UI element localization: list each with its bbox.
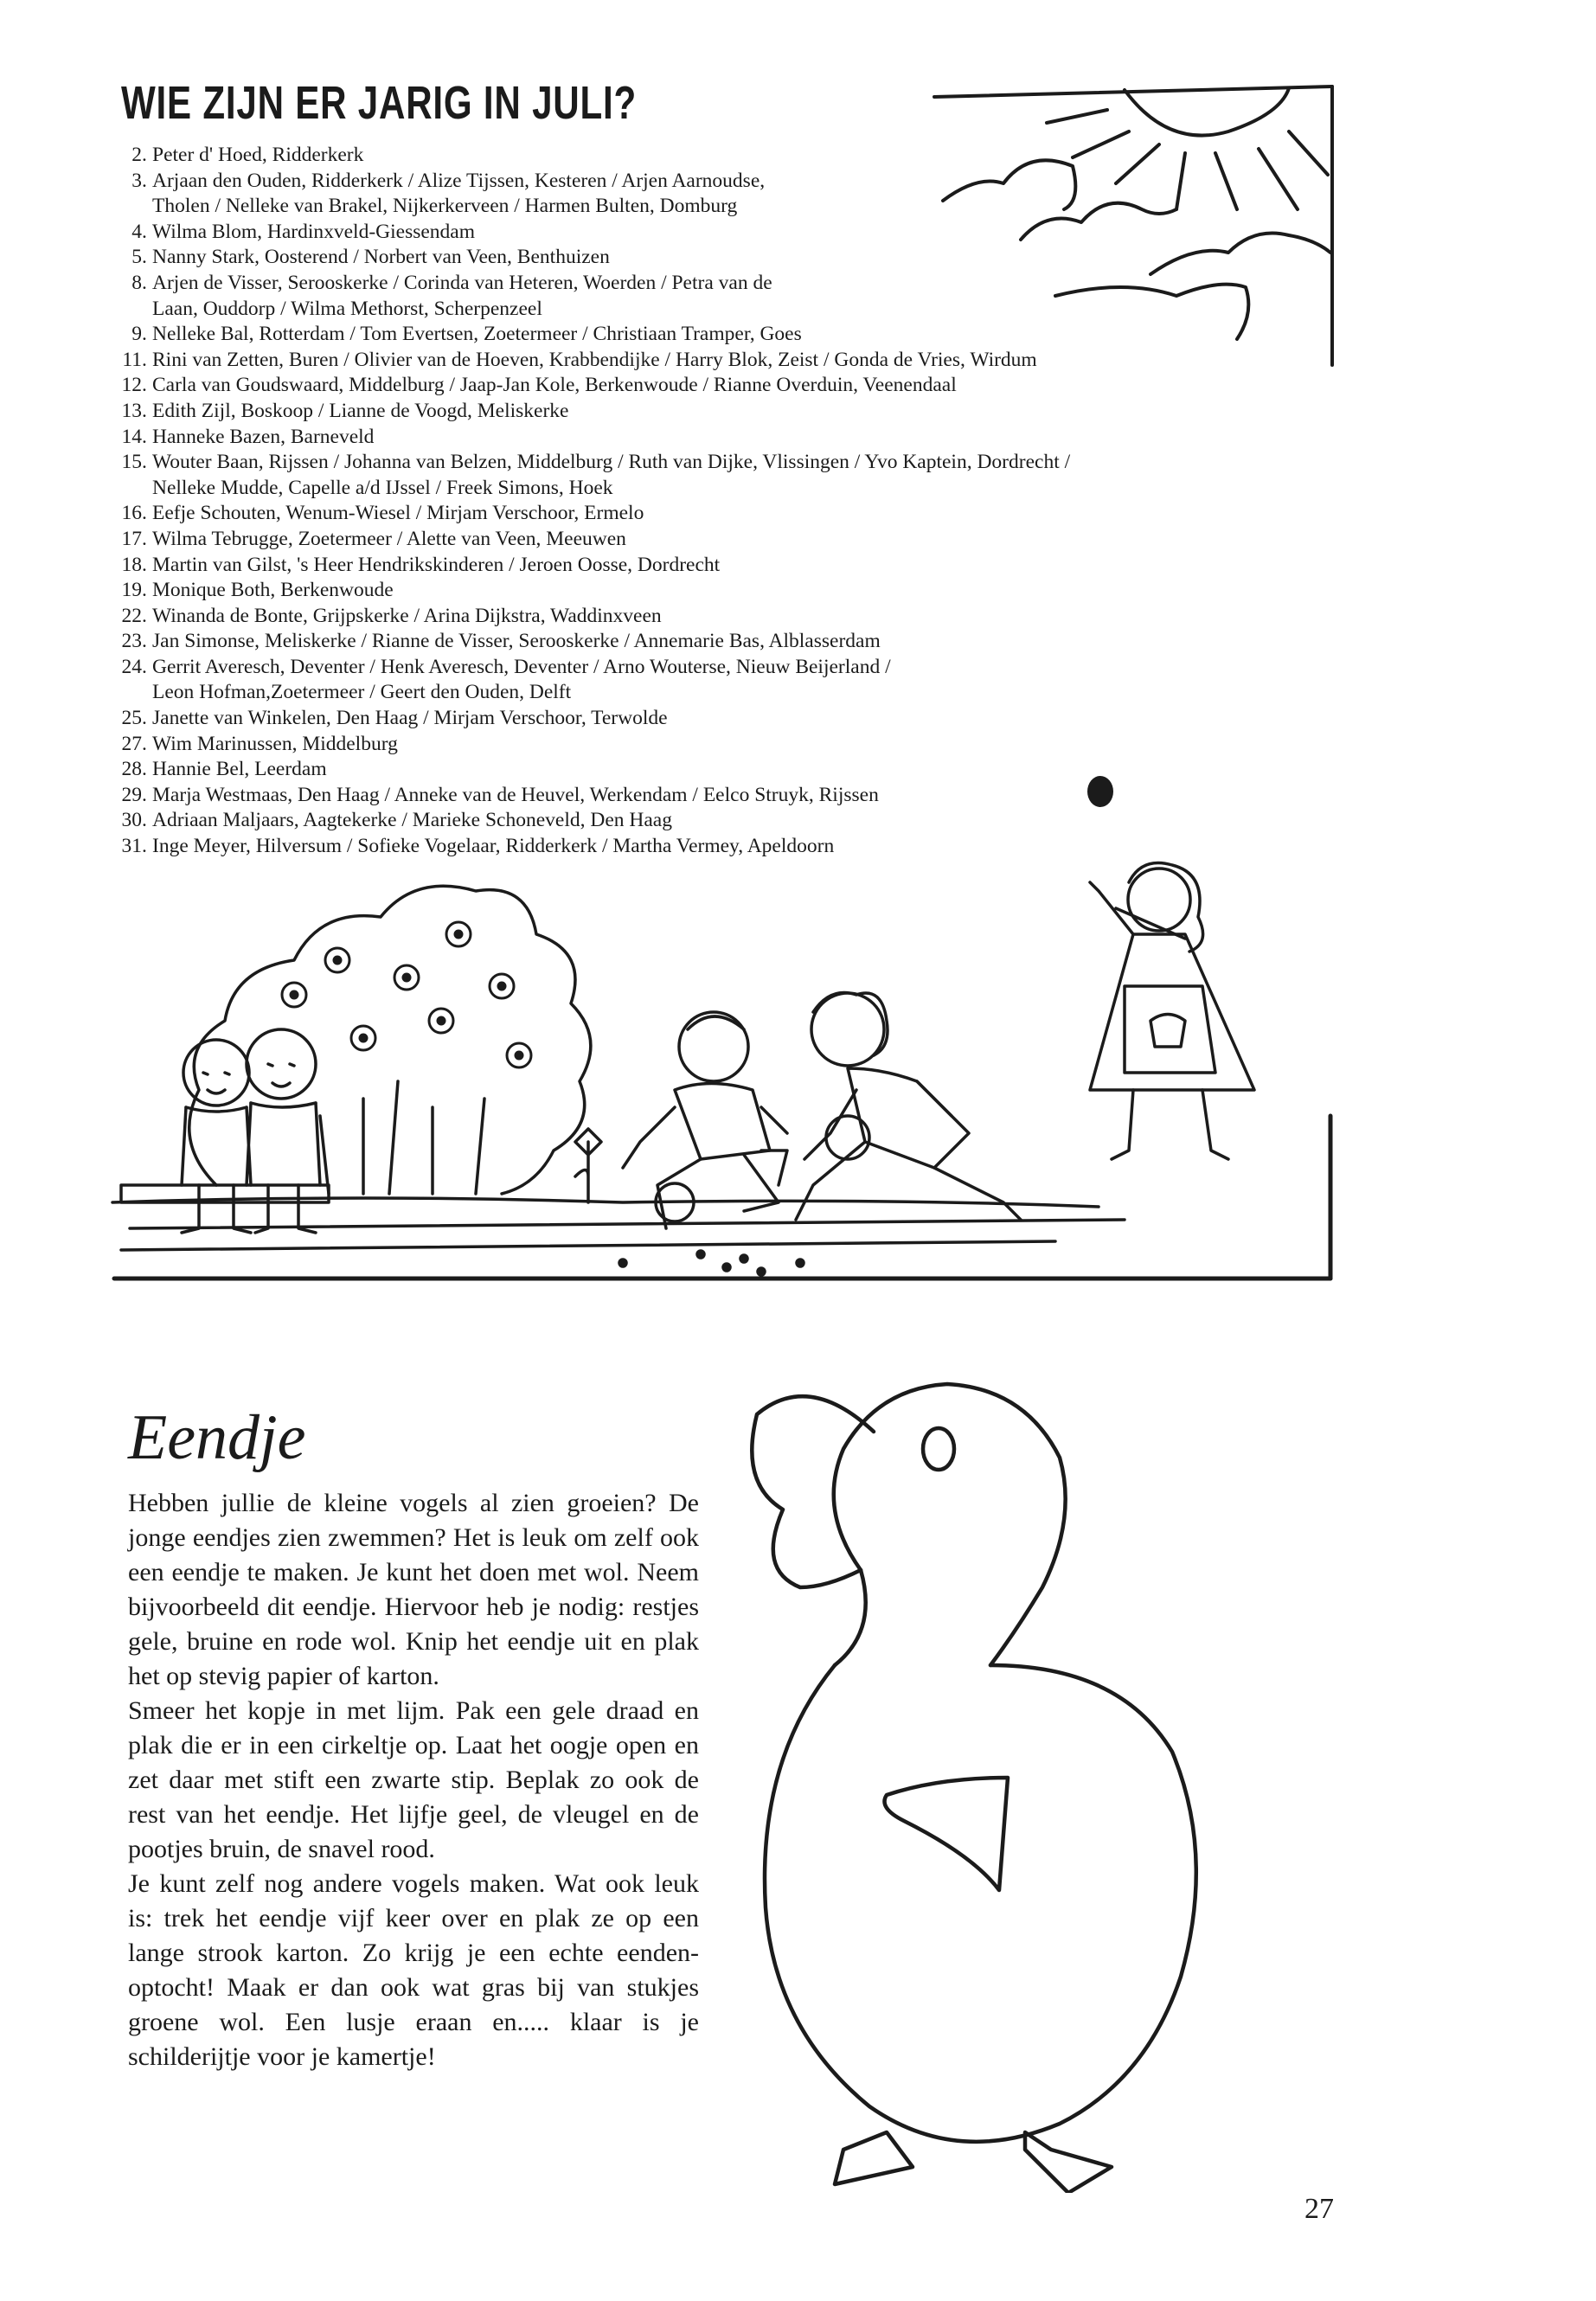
eendje-paragraph: Je kunt zelf nog andere vogels maken. Wat ook leuk is: trek het eendje vijf keer over en plak ze op een lange strook karton. Zo krijg je een echte eenden-optocht! Maak er dan ook wat gras bij van stukjes groene wol. Een lusje eraan en..... klaar is je schilderijtje voor je kamertje! [128, 1869, 699, 2071]
birthday-day: 24 [121, 655, 142, 678]
birthday-day: 2 [131, 144, 142, 166]
birthday-entry: 31 . Inge Meyer, Hilversum / Sofieke Vogelaar, Ridderkerk / Martha Vermey, Apeldoorn [114, 834, 1343, 860]
birthday-entry: 22 . Winanda de Bonte, Grijpskerke / Arina Dijkstra, Waddinxveen [114, 604, 1343, 630]
birthday-names: Hannie Bel, Leerdam [152, 758, 327, 781]
birthday-day: 15 [121, 451, 142, 474]
birthday-names: Janette van Winkelen, Den Haag / Mirjam Verschoor, Terwolde [152, 707, 668, 730]
birthday-day: 31 [121, 835, 142, 858]
birthday-entry: 27 . Wim Marinussen, Middelburg [114, 732, 1343, 758]
birthday-names: Wim Marinussen, Middelburg [152, 732, 398, 755]
birthday-entry: 19 . Monique Both, Berkenwoude [114, 578, 1343, 604]
birthday-entry: 30 . Adriaan Maljaars, Aagtekerke / Marieke Schoneveld, Den Haag [114, 808, 1343, 834]
birthday-entry [114, 680, 1343, 706]
birthday-names: Inge Meyer, Hilversum / Sofieke Vogelaar, Ridderkerk / Martha Vermey, Apeldoorn [152, 835, 835, 858]
birthday-day [114, 297, 142, 323]
eendje-paragraph: Smeer het kopje in met lijm. Pak een gele draad en plak die er in een cirkeltje op. Laat het oogje open en zet daar met stift een zwarte stip. Beplak zo ook de rest van het eendje. Het lijfje geel, de vleugel en de pootjes bruin, de snavel rood. [128, 1696, 699, 1863]
birthday-names: Leon Hofman,Zoetermeer / Geert den Ouden, Delft [152, 681, 572, 704]
birthday-entry: 11 . Rini van Zetten, Buren / Olivier van de Hoeven, Krabbendijke / Harry Blok, Zeist / Gonda de Vries, Wirdum [114, 348, 1343, 374]
birthday-entry: 4 . Wilma Blom, Hardinxveld-Giessendam [114, 220, 1343, 246]
birthday-names: Hanneke Bazen, Barneveld [152, 425, 375, 448]
birthday-entry: 8 . Arjen de Visser, Serooskerke / Corinda van Heteren, Woerden / Petra van de [114, 271, 1343, 297]
birthday-names: Nanny Stark, Oosterend / Norbert van Veen, Benthuizen [152, 246, 610, 269]
children-playing-illustration [104, 856, 1349, 1298]
birthday-names: Wilma Tebrugge, Zoetermeer / Alette van Veen, Meeuwen [152, 527, 626, 550]
birthday-day [114, 476, 142, 502]
birthday-entry: 24 . Gerrit Averesch, Deventer / Henk Averesch, Deventer / Arno Wouterse, Nieuw Beijerland / [114, 655, 1343, 681]
birthday-names: Peter d' Hoed, Ridderkerk [152, 144, 364, 166]
birthday-day: 25 [121, 707, 142, 730]
birthday-names: Edith Zijl, Boskoop / Lianne de Voogd, Meliskerke [152, 399, 569, 422]
birthday-entry: 18 . Martin van Gilst, 's Heer Hendrikskinderen / Jeroen Oosse, Dordrecht [114, 553, 1343, 579]
sun-illustration [917, 80, 1349, 374]
birthday-entry: 28 . Hannie Bel, Leerdam [114, 757, 1343, 783]
birthday-day: 4 [131, 220, 142, 243]
birthday-day: 3 [131, 169, 142, 192]
birthday-names: Rini van Zetten, Buren / Olivier van de Hoeven, Krabbendijke / Harry Blok, Zeist / Gonda de Vries, Wirdum [152, 348, 1037, 371]
eendje-paragraph: Hebben jullie de kleine vogels al zien groeien? De jonge eendjes zien zwemmen? Het is leuk om zelf ook een eendje te maken. Je kunt het doen met wol. Neem bijvoorbeeld dit eendje. Hiervoor heb je nodig: restjes gele, bruine en rode wol. Knip het eendje uit en plak het op stevig papier of karton. [128, 1489, 699, 1690]
birthday-day: 18 [121, 553, 142, 576]
birthday-day: 17 [121, 527, 142, 550]
duck-drawing [731, 1371, 1336, 2193]
ball-icon [1081, 770, 1119, 813]
birthday-names: Eefje Schouten, Wenum-Wiesel / Mirjam Verschoor, Ermelo [152, 502, 644, 525]
birthday-day: 12 [121, 374, 142, 397]
birthday-names: Winanda de Bonte, Grijpskerke / Arina Dijkstra, Waddinxveen [152, 604, 662, 627]
birthday-entry: 13 . Edith Zijl, Boskoop / Lianne de Voogd, Meliskerke [114, 399, 1343, 425]
birthday-day: 16 [121, 502, 142, 525]
birthday-names: Adriaan Maljaars, Aagtekerke / Marieke Schoneveld, Den Haag [152, 809, 672, 832]
birthday-names: Gerrit Averesch, Deventer / Henk Averesch, Deventer / Arno Wouterse, Nieuw Beijerland / [152, 655, 891, 678]
birthday-entry: 16 . Eefje Schouten, Wenum-Wiesel / Mirjam Verschoor, Ermelo [114, 501, 1343, 527]
birthday-entry: 2 . Peter d' Hoed, Ridderkerk [114, 143, 1343, 169]
birthday-entry [114, 476, 1343, 502]
birthday-entry: 9 . Nelleke Bal, Rotterdam / Tom Evertsen, Zoetermeer / Christiaan Tramper, Goes [114, 322, 1343, 348]
birthday-day: 11 [122, 348, 142, 371]
page-title: WIE ZIJN ER JARIG IN JULI? [121, 77, 637, 129]
birthday-entry: 12 . Carla van Goudswaard, Middelburg / Jaap-Jan Kole, Berkenwoude / Rianne Overduin, Veenendaal [114, 373, 1343, 399]
eendje-instructions [128, 1486, 699, 2074]
birthday-day: 19 [121, 579, 142, 602]
birthday-day: 14 [121, 425, 142, 448]
birthday-entry: 15 . Wouter Baan, Rijssen / Johanna van Belzen, Middelburg / Ruth van Dijke, Vlissingen / Yvo Kaptein, Dordrecht / [114, 450, 1343, 476]
birthday-day: 5 [131, 246, 142, 269]
birthday-day: 23 [121, 630, 142, 653]
birthday-names: Monique Both, Berkenwoude [152, 579, 394, 602]
birthday-day: 29 [121, 783, 142, 806]
birthday-day: 30 [121, 809, 142, 832]
birthday-names: Nelleke Bal, Rotterdam / Tom Evertsen, Zoetermeer / Christiaan Tramper, Goes [152, 323, 802, 346]
birthday-names: Arjaan den Ouden, Ridderkerk / Alize Tijssen, Kesteren / Arjen Aarnoudse, [152, 169, 766, 192]
birthday-day: 8 [131, 271, 142, 294]
birthday-entry: 14 . Hanneke Bazen, Barneveld [114, 425, 1343, 451]
birthday-entry: 23 . Jan Simonse, Meliskerke / Rianne de Visser, Serooskerke / Annemarie Bas, Alblasserdam [114, 629, 1343, 655]
birthday-names: Marja Westmaas, Den Haag / Anneke van de Heuvel, Werkendam / Eelco Struyk, Rijssen [152, 783, 879, 806]
birthday-names: Tholen / Nelleke van Brakel, Nijkerkerveen / Harmen Bulten, Domburg [152, 195, 738, 218]
birthday-entry: 3 . Arjaan den Ouden, Ridderkerk / Alize Tijssen, Kesteren / Arjen Aarnoudse, [114, 169, 1343, 195]
birthday-names: Wilma Blom, Hardinxveld-Giessendam [152, 220, 476, 243]
birthday-names: Wouter Baan, Rijssen / Johanna van Belzen, Middelburg / Ruth van Dijke, Vlissingen / Yvo Kaptein, Dordrecht / [152, 451, 1071, 474]
birthday-day [114, 194, 142, 220]
birthday-names: Carla van Goudswaard, Middelburg / Jaap-Jan Kole, Berkenwoude / Rianne Overduin, Veenendaal [152, 374, 957, 397]
birthday-day: 9 [131, 323, 142, 346]
birthday-names: Jan Simonse, Meliskerke / Rianne de Visser, Serooskerke / Annemarie Bas, Alblasserdam [152, 630, 881, 653]
birthday-entry: 5 . Nanny Stark, Oosterend / Norbert van Veen, Benthuizen [114, 245, 1343, 271]
birthday-names: Nelleke Mudde, Capelle a/d IJssel / Freek Simons, Hoek [152, 476, 613, 499]
birthday-entry: 29 . Marja Westmaas, Den Haag / Anneke van de Heuvel, Werkendam / Eelco Struyk, Rijssen [114, 783, 1343, 809]
birthday-entry: 25 . Janette van Winkelen, Den Haag / Mirjam Verschoor, Terwolde [114, 706, 1343, 732]
birthday-names: Arjen de Visser, Serooskerke / Corinda van Heteren, Woerden / Petra van de [152, 271, 772, 294]
birthday-day: 13 [121, 399, 142, 422]
page-number: 27 [1304, 2193, 1334, 2225]
birthday-day: 22 [121, 604, 142, 627]
birthday-day: 28 [121, 758, 142, 781]
birthday-day: 27 [121, 732, 142, 755]
eendje-title: Eendje [128, 1402, 306, 1473]
birthday-names: Laan, Ouddorp / Wilma Methorst, Scherpenzeel [152, 297, 542, 320]
birthday-entry: 17 . Wilma Tebrugge, Zoetermeer / Alette van Veen, Meeuwen [114, 527, 1343, 553]
birthday-names: Martin van Gilst, 's Heer Hendrikskinderen / Jeroen Oosse, Dordrecht [152, 553, 721, 576]
birthday-day [114, 680, 142, 706]
